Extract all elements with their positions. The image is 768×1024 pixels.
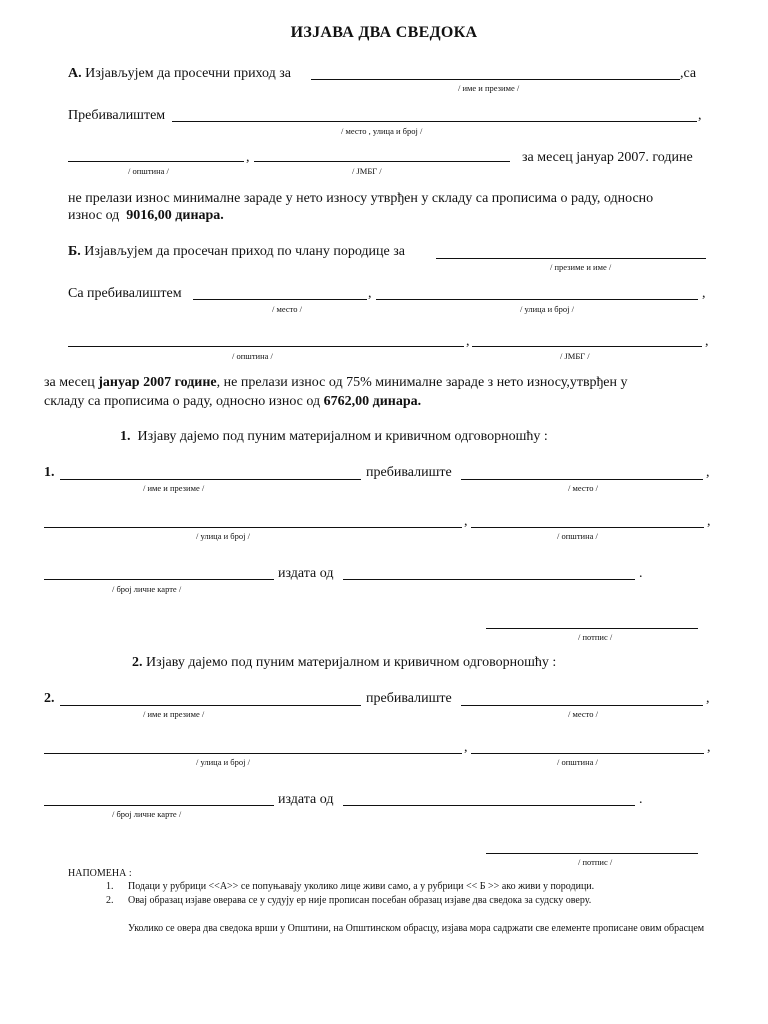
section-a-jmbg-caption: / ЈМБГ /: [352, 166, 382, 176]
witness-1-number: 1.: [44, 465, 55, 480]
witness-2-name-field[interactable]: [60, 705, 361, 706]
section-b-comma-4: ,: [705, 334, 709, 349]
section-a-residence-field[interactable]: [172, 121, 697, 122]
declaration-2-number: 2.: [132, 655, 143, 670]
section-a-with-text: ,са: [680, 66, 697, 81]
section-a-jmbg-field[interactable]: [254, 161, 510, 162]
witness-1-place-field[interactable]: [461, 479, 703, 480]
witness-1-issued-label: издата од: [278, 566, 334, 581]
section-a-amount: 9016,00 динара.: [126, 208, 224, 223]
section-b-paragraph-line1: [44, 375, 628, 391]
declaration-1: [120, 429, 548, 445]
section-a-comma: ,: [246, 150, 250, 165]
section-b-comma-1: ,: [368, 286, 372, 301]
section-b-municipality-caption: / општина /: [232, 351, 273, 361]
witness-1-municipality-caption: / општина /: [557, 531, 598, 541]
section-a-month-text: за месец јануар 2007. године: [522, 150, 693, 165]
section-b-comma-3: ,: [466, 334, 470, 349]
section-a-letter: А.: [68, 66, 82, 81]
section-b-street-field[interactable]: [376, 299, 698, 300]
witness-1-period: .: [639, 566, 643, 581]
witness-1-id-caption: / број личне карте /: [112, 584, 182, 594]
section-b-name-field[interactable]: [436, 258, 706, 259]
section-a-residence-end: ,: [698, 108, 702, 123]
witness-2-id-field[interactable]: [44, 805, 274, 806]
witness-2-comma-3: ,: [707, 740, 711, 755]
witness-1-place-caption: / место /: [568, 483, 598, 493]
section-a-name-field[interactable]: [311, 79, 680, 80]
witness-2-period: .: [639, 792, 643, 807]
section-b-jmbg-field[interactable]: [472, 346, 702, 347]
witness-1-street-field[interactable]: [44, 527, 462, 528]
witness-2-municipality-caption: / општина /: [557, 757, 598, 767]
witness-2-signature-field[interactable]: [486, 853, 698, 854]
section-a-intro: [68, 66, 291, 82]
witness-2-place-field[interactable]: [461, 705, 703, 706]
section-a-municipality-caption: / општина /: [128, 166, 169, 176]
section-b-month: јануар 2007 године: [98, 375, 217, 390]
witness-1-signature-field[interactable]: [486, 628, 698, 629]
section-b-paragraph-mid: , не прелази износ од 75% минималне зараде з нето износу,утврђен у: [216, 375, 628, 390]
page-title: ИЗЈАВА ДВА СВЕДОКА: [290, 24, 478, 41]
section-a-place-caption: / место , улица и број /: [341, 126, 423, 136]
section-b-comma-2: ,: [702, 286, 706, 301]
section-b-intro: [68, 244, 405, 260]
section-b-residence-label: Са пребивалиштем: [68, 286, 182, 301]
note-item-1-text: Подаци у рубрици <<А>> се попуњавају уколико лице живи само, а у рубрици << Б >> ако живи у породици.: [128, 881, 595, 892]
note-heading: НАПОМЕНА :: [68, 868, 132, 879]
section-b-paragraph-line2: [44, 394, 421, 410]
section-b-municipality-field[interactable]: [68, 346, 464, 347]
section-a-intro-text: Изјављујем да просечни приход за: [85, 66, 291, 81]
witness-2-comma-1: ,: [706, 691, 710, 706]
section-b-amount-prefix: складу са прописима о раду, односно износ од: [44, 394, 321, 409]
witness-1-municipality-field[interactable]: [471, 527, 704, 528]
witness-2-name-caption: / име и презиме /: [143, 709, 205, 719]
witness-1-issuer-field[interactable]: [343, 579, 635, 580]
witness-2-place-caption: / место /: [568, 709, 598, 719]
witness-2-street-field[interactable]: [44, 753, 462, 754]
witness-2-issued-label: издата од: [278, 792, 334, 807]
section-a-paragraph-line1: не прелази износ минималне зараде у нето износу утврђен у складу са прописима о раду, односно: [68, 191, 654, 206]
witness-1-street-caption: / улица и број /: [196, 531, 250, 541]
note-item-2-number: 2.: [106, 895, 114, 906]
declaration-2: [132, 655, 556, 671]
section-b-intro-text: Изјављујем да просечан приход по члану породице за: [84, 244, 405, 259]
witness-1-comma-1: ,: [706, 465, 710, 480]
section-a-municipality-field[interactable]: [68, 161, 244, 162]
witness-1-comma-3: ,: [707, 514, 711, 529]
declaration-1-text: Изјаву дајемо под пуним материјалном и кривичном одговорношћу :: [137, 429, 548, 444]
section-a-name-caption: / име и презиме /: [458, 83, 520, 93]
witness-2-number: 2.: [44, 691, 55, 706]
witness-2-id-caption: / број личне карте /: [112, 809, 182, 819]
section-b-letter: Б.: [68, 244, 81, 259]
section-b-month-prefix: за месец: [44, 375, 95, 390]
witness-2-comma-2: ,: [464, 740, 468, 755]
note-item-1-number: 1.: [106, 881, 114, 892]
witness-1-residence-label: пребивалиште: [366, 465, 452, 480]
witness-1-id-field[interactable]: [44, 579, 274, 580]
declaration-2-text: Изјаву дајемо под пуним материјалном и кривичном одговорношћу :: [146, 655, 557, 670]
witness-2-residence-label: пребивалиште: [366, 691, 452, 706]
note-extra-text: Уколико се овера два сведока врши у Општини, на Општинском обрасцу, изјава мора садржати све елементе прописане овим обрасцем: [128, 923, 705, 934]
section-b-amount: 6762,00 динара.: [323, 394, 422, 409]
note-item-2-text: Овај образац изјаве оверава се у судују ер није прописан посебан образац изјаве два сведока за судску оверу.: [128, 895, 592, 906]
section-a-amount-prefix: износ од: [68, 208, 120, 223]
section-b-name-caption: / презиме и име /: [550, 262, 612, 272]
section-b-place-field[interactable]: [193, 299, 367, 300]
section-b-place-caption: / место /: [272, 304, 302, 314]
section-a-residence-label: Пребивалиштем: [68, 108, 166, 123]
witness-1-name-field[interactable]: [60, 479, 361, 480]
witness-2-street-caption: / улица и број /: [196, 757, 250, 767]
section-b-street-caption: / улица и број /: [520, 304, 574, 314]
witness-1-name-caption: / име и презиме /: [143, 483, 205, 493]
witness-2-issuer-field[interactable]: [343, 805, 635, 806]
witness-2-municipality-field[interactable]: [471, 753, 704, 754]
witness-1-comma-2: ,: [464, 514, 468, 529]
section-a-paragraph-line2: [68, 208, 224, 224]
declaration-1-number: 1.: [120, 429, 131, 444]
witness-2-signature-caption: / потпис /: [578, 857, 613, 867]
section-b-jmbg-caption: / ЈМБГ /: [560, 351, 590, 361]
witness-1-signature-caption: / потпис /: [578, 632, 613, 642]
